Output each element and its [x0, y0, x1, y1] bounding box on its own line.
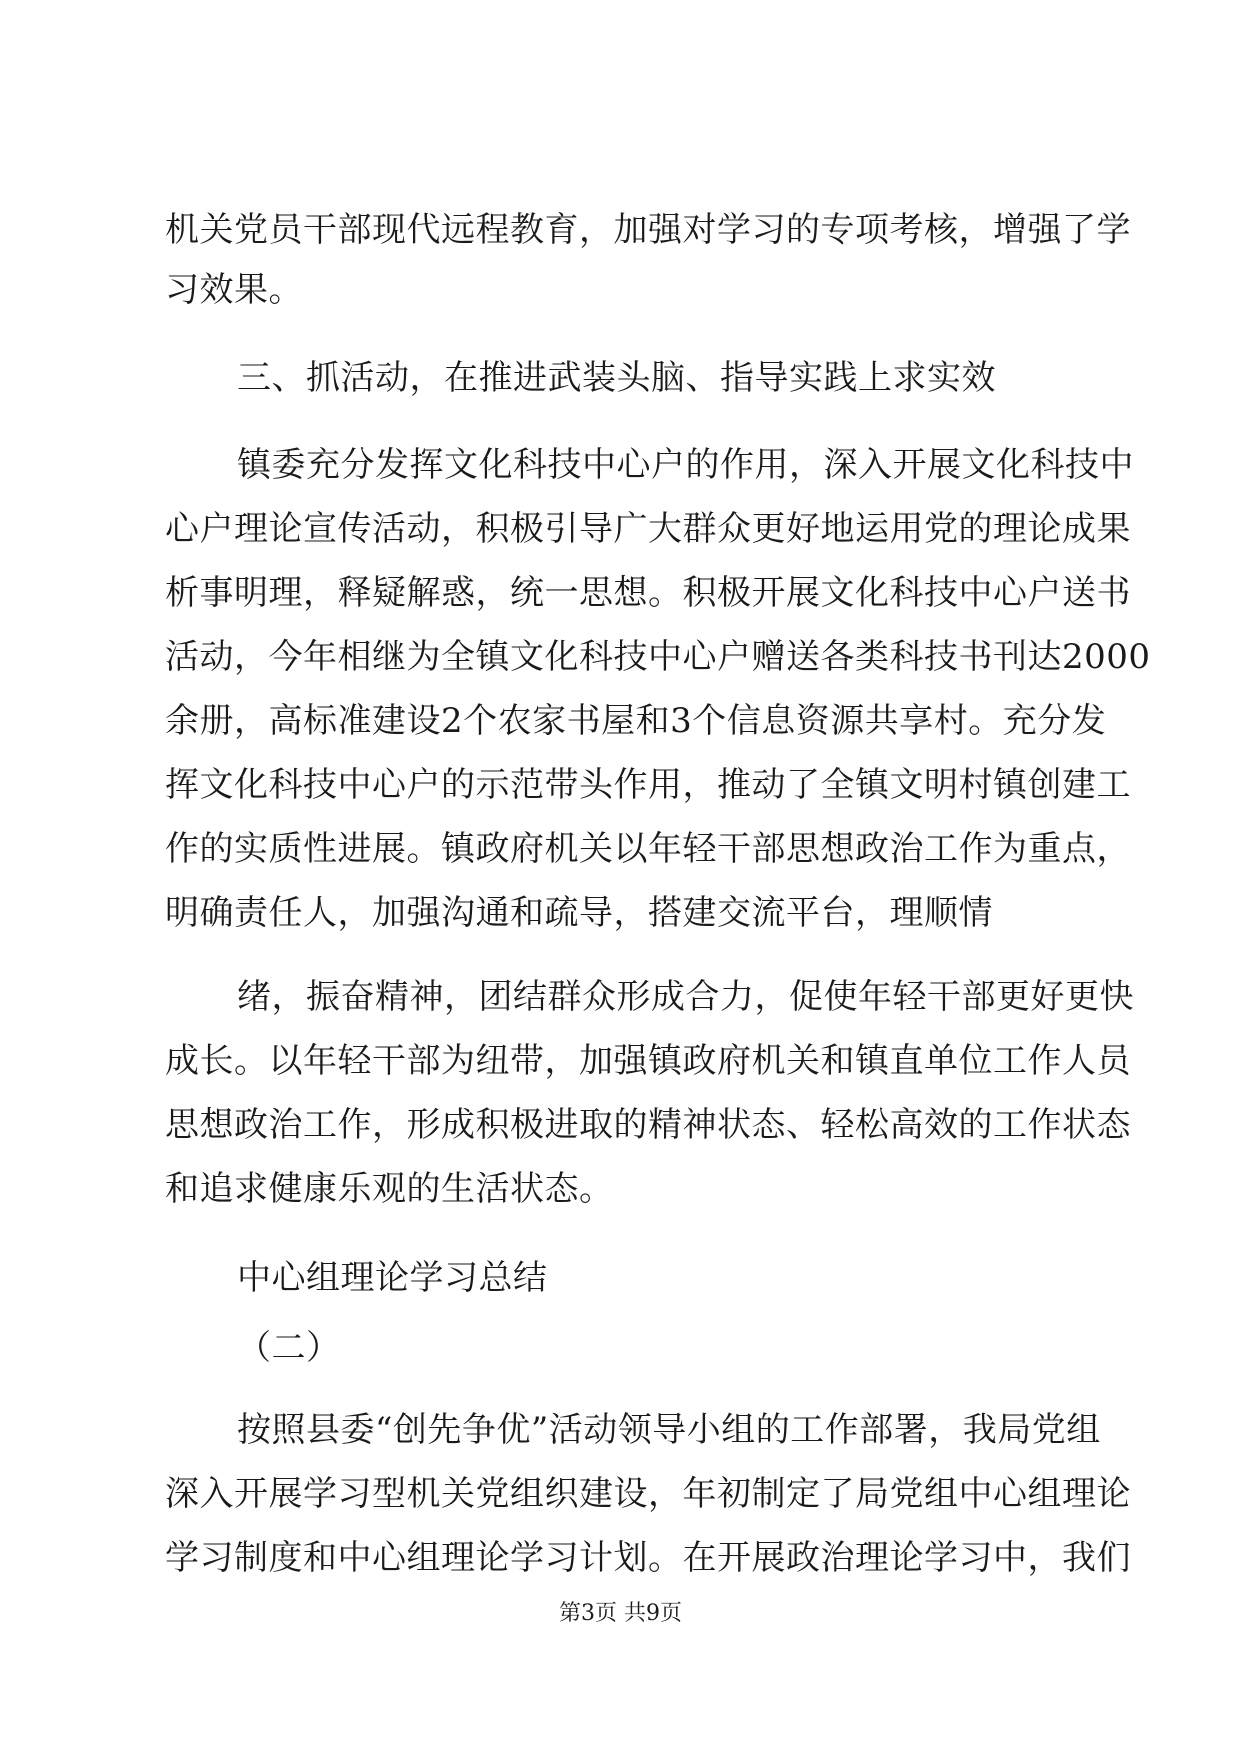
text-line: 心户理论宣传活动，积极引导广大群众更好地运用党的理论成果 [165, 509, 1131, 549]
text-line: 余册，高标准建设2个农家书屋和3个信息资源共享村。充分发 [165, 701, 1107, 741]
text-line: 挥文化科技中心户的示范带头作用，推动了全镇文明村镇创建工 [165, 765, 1131, 805]
page-number-footer: 第3页 共9页 [559, 1601, 682, 1626]
text-line: 思想政治工作，形成积极进取的精神状态、轻松高效的工作状态 [165, 1105, 1131, 1145]
text-line: 作的实质性进展。镇政府机关以年轻干部思想政治工作为重点， [165, 829, 1131, 869]
article-subtitle: （二） [237, 1328, 341, 1368]
text-line: 深入开展学习型机关党组织建设，年初制定了局党组中心组理论 [165, 1474, 1131, 1514]
text-line: 机关党员干部现代远程教育，加强对学习的专项考核，增强了学 [165, 210, 1131, 250]
text-line: 和追求健康乐观的生活状态。 [165, 1169, 614, 1209]
text-line: 镇委充分发挥文化科技中心户的作用，深入开展文化科技中 [237, 445, 1134, 485]
text-line: 活动，今年相继为全镇文化科技中心户赠送各类科技书刊达2000 [165, 637, 1151, 677]
text-line: 成长。以年轻干部为纽带，加强镇政府机关和镇直单位工作人员 [165, 1041, 1131, 1081]
text-line: 明确责任人，加强沟通和疏导，搭建交流平台，理顺情 [165, 893, 993, 933]
text-line: 学习制度和中心组理论学习计划。在开展政治理论学习中，我们 [165, 1538, 1131, 1578]
section-heading: 三、抓活动，在推进武装头脑、指导实践上求实效 [237, 358, 996, 398]
text-line: 析事明理，释疑解惑，统一思想。积极开展文化科技中心户送书 [165, 573, 1131, 613]
text-line: 绪，振奋精神，团结群众形成合力，促使年轻干部更好更快 [237, 977, 1134, 1017]
article-title: 中心组理论学习总结 [237, 1258, 548, 1298]
text-line: 按照县委“创先争优”活动领导小组的工作部署，我局党组 [237, 1410, 1101, 1450]
text-line: 习效果。 [165, 270, 303, 310]
